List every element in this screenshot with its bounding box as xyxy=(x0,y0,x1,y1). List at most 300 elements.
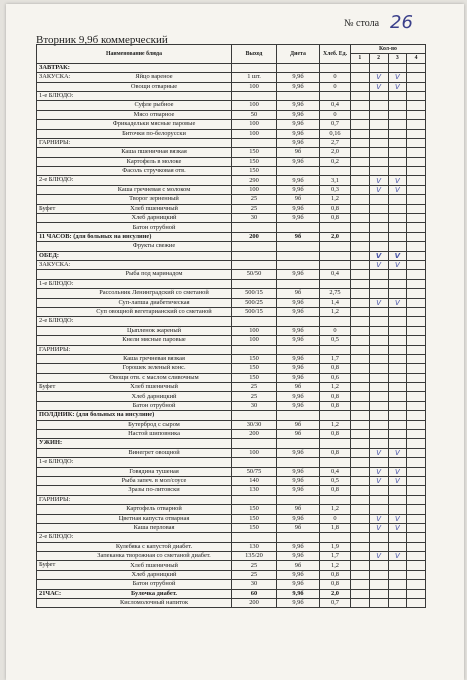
count-cell-3[interactable] xyxy=(388,279,407,288)
bread-units-cell: 0,16 xyxy=(320,129,351,138)
count-cell-3[interactable] xyxy=(388,411,407,420)
count-cell-4[interactable] xyxy=(407,307,426,316)
dish-name: Цветная капуста отварная xyxy=(118,514,190,522)
count-cell-2[interactable] xyxy=(369,204,388,213)
count-cell-1[interactable] xyxy=(351,542,370,551)
count-cell-4[interactable] xyxy=(407,364,426,373)
count-cell-4[interactable] xyxy=(407,411,426,420)
meal-label: 2-е БЛЮДО: xyxy=(39,176,74,184)
count-cell-1[interactable] xyxy=(351,91,370,100)
count-cell-1[interactable] xyxy=(351,533,370,542)
count-cell-4[interactable] xyxy=(407,523,426,532)
bread-units-cell xyxy=(320,251,351,260)
count-cell-3[interactable] xyxy=(388,589,407,598)
menu-row xyxy=(37,411,426,420)
count-cell-2[interactable]: V xyxy=(369,82,388,91)
diet-cell xyxy=(277,458,320,467)
count-cell-2[interactable]: V xyxy=(369,251,388,260)
diet-cell: 9,9б xyxy=(277,392,320,401)
count-cell-2[interactable] xyxy=(369,138,388,147)
count-cell-1[interactable] xyxy=(351,195,370,204)
count-cell-3[interactable] xyxy=(388,101,407,110)
menu-row-name-cell xyxy=(37,561,232,570)
count-cell-4[interactable] xyxy=(407,392,426,401)
bread-units-cell: 0 xyxy=(320,110,351,119)
count-cell-3[interactable] xyxy=(388,458,407,467)
count-cell-4[interactable] xyxy=(407,82,426,91)
count-cell-3[interactable] xyxy=(388,270,407,279)
count-cell-1[interactable] xyxy=(351,411,370,420)
count-cell-2[interactable] xyxy=(369,289,388,298)
count-cell-2[interactable] xyxy=(369,486,388,495)
count-cell-2[interactable] xyxy=(369,326,388,335)
count-cell-3[interactable] xyxy=(388,533,407,542)
bread-units-cell: 0,7 xyxy=(320,599,351,608)
count-cell-3[interactable] xyxy=(388,214,407,223)
dish-name: Творог зерненный xyxy=(129,195,179,203)
count-cell-3[interactable] xyxy=(388,505,407,514)
menu-row-name-cell xyxy=(37,326,232,335)
count-cell-1[interactable] xyxy=(351,317,370,326)
count-cell-1[interactable] xyxy=(351,270,370,279)
count-cell-2[interactable] xyxy=(369,223,388,232)
count-cell-3[interactable] xyxy=(388,148,407,157)
count-cell-2[interactable] xyxy=(369,167,388,176)
count-cell-4[interactable] xyxy=(407,138,426,147)
count-cell-2[interactable] xyxy=(369,561,388,570)
output-cell: 130 xyxy=(232,542,277,551)
count-cell-2[interactable]: V xyxy=(369,514,388,523)
count-cell-2[interactable] xyxy=(369,101,388,110)
count-cell-2[interactable]: V xyxy=(369,467,388,476)
count-cell-3[interactable] xyxy=(388,486,407,495)
count-cell-1[interactable] xyxy=(351,298,370,307)
count-cell-3[interactable] xyxy=(388,401,407,410)
count-cell-4[interactable] xyxy=(407,251,426,260)
count-cell-2[interactable] xyxy=(369,270,388,279)
count-cell-2[interactable] xyxy=(369,336,388,345)
count-cell-4[interactable] xyxy=(407,176,426,185)
count-cell-3[interactable] xyxy=(388,420,407,429)
count-cell-3[interactable]: V xyxy=(388,467,407,476)
count-cell-3[interactable] xyxy=(388,110,407,119)
count-cell-2[interactable] xyxy=(369,505,388,514)
count-cell-2[interactable] xyxy=(369,307,388,316)
count-cell-3[interactable] xyxy=(388,326,407,335)
count-cell-4[interactable] xyxy=(407,533,426,542)
count-cell-4[interactable] xyxy=(407,289,426,298)
count-cell-2[interactable]: V xyxy=(369,523,388,532)
count-cell-4[interactable] xyxy=(407,326,426,335)
count-cell-4[interactable] xyxy=(407,561,426,570)
count-cell-2[interactable] xyxy=(369,383,388,392)
count-cell-3[interactable] xyxy=(388,63,407,72)
count-cell-3[interactable]: V xyxy=(388,476,407,485)
count-cell-3[interactable] xyxy=(388,392,407,401)
count-cell-2[interactable] xyxy=(369,317,388,326)
count-cell-1[interactable] xyxy=(351,580,370,589)
count-cell-1[interactable] xyxy=(351,110,370,119)
count-cell-4[interactable] xyxy=(407,317,426,326)
output-cell: 25 xyxy=(232,195,277,204)
count-cell-4[interactable] xyxy=(407,157,426,166)
count-cell-3[interactable]: V xyxy=(388,552,407,561)
count-cell-1[interactable] xyxy=(351,430,370,439)
count-cell-1[interactable] xyxy=(351,63,370,72)
count-cell-2[interactable] xyxy=(369,129,388,138)
count-cell-1[interactable] xyxy=(351,467,370,476)
count-cell-2[interactable] xyxy=(369,214,388,223)
count-cell-2[interactable] xyxy=(369,533,388,542)
count-cell-1[interactable] xyxy=(351,167,370,176)
count-cell-4[interactable] xyxy=(407,185,426,194)
diet-cell: 9б xyxy=(277,430,320,439)
count-cell-2[interactable] xyxy=(369,148,388,157)
count-cell-4[interactable] xyxy=(407,430,426,439)
count-cell-4[interactable] xyxy=(407,91,426,100)
count-cell-1[interactable] xyxy=(351,336,370,345)
count-cell-2[interactable] xyxy=(369,242,388,251)
count-cell-1[interactable] xyxy=(351,439,370,448)
count-cell-2[interactable] xyxy=(369,195,388,204)
diet-cell: 9,9б xyxy=(277,129,320,138)
diet-cell: 9,9б xyxy=(277,82,320,91)
count-cell-4[interactable] xyxy=(407,63,426,72)
count-cell-2[interactable] xyxy=(369,411,388,420)
output-cell: 100 xyxy=(232,185,277,194)
count-cell-2[interactable] xyxy=(369,420,388,429)
count-cell-2[interactable] xyxy=(369,279,388,288)
count-cell-4[interactable] xyxy=(407,167,426,176)
output-cell: 500/15 xyxy=(232,289,277,298)
dish-name: Суфле рыбное xyxy=(134,101,174,109)
count-cell-4[interactable] xyxy=(407,232,426,241)
count-cell-1[interactable] xyxy=(351,401,370,410)
count-cell-1[interactable] xyxy=(351,279,370,288)
bread-units-cell: 0,4 xyxy=(320,270,351,279)
count-cell-2[interactable] xyxy=(369,157,388,166)
menu-row-name-cell xyxy=(37,298,232,307)
count-cell-4[interactable] xyxy=(407,448,426,457)
count-cell-1[interactable] xyxy=(351,570,370,579)
count-cell-3[interactable]: V xyxy=(388,176,407,185)
count-cell-4[interactable] xyxy=(407,467,426,476)
count-cell-3[interactable] xyxy=(388,373,407,382)
count-cell-3[interactable] xyxy=(388,495,407,504)
count-cell-4[interactable] xyxy=(407,204,426,213)
count-cell-4[interactable] xyxy=(407,514,426,523)
count-cell-1[interactable] xyxy=(351,589,370,598)
count-cell-3[interactable]: V xyxy=(388,251,407,260)
count-cell-1[interactable] xyxy=(351,448,370,457)
count-cell-1[interactable] xyxy=(351,101,370,110)
count-cell-3[interactable] xyxy=(388,204,407,213)
count-cell-4[interactable] xyxy=(407,542,426,551)
dish-name: Каша гречневая с молоком xyxy=(117,185,191,193)
count-cell-4[interactable] xyxy=(407,73,426,82)
count-cell-2[interactable] xyxy=(369,373,388,382)
count-cell-4[interactable] xyxy=(407,589,426,598)
count-cell-3[interactable]: V xyxy=(388,82,407,91)
diet-cell: 9,9б xyxy=(277,120,320,129)
count-cell-4[interactable] xyxy=(407,101,426,110)
menu-row xyxy=(37,289,426,298)
count-cell-2[interactable] xyxy=(369,589,388,598)
dish-name: Картофель в молоке xyxy=(126,157,182,165)
count-cell-1[interactable] xyxy=(351,204,370,213)
count-cell-4[interactable] xyxy=(407,279,426,288)
count-cell-3[interactable] xyxy=(388,570,407,579)
count-cell-2[interactable] xyxy=(369,91,388,100)
count-cell-1[interactable] xyxy=(351,120,370,129)
count-cell-4[interactable] xyxy=(407,298,426,307)
count-cell-4[interactable] xyxy=(407,373,426,382)
count-cell-1[interactable] xyxy=(351,232,370,241)
count-cell-3[interactable]: V xyxy=(388,523,407,532)
menu-row-name-cell xyxy=(37,91,232,100)
count-cell-3[interactable] xyxy=(388,430,407,439)
count-cell-2[interactable] xyxy=(369,354,388,363)
meal-label: Буфет xyxy=(39,204,56,212)
count-cell-3[interactable] xyxy=(388,599,407,608)
count-cell-4[interactable] xyxy=(407,599,426,608)
count-cell-4[interactable] xyxy=(407,495,426,504)
count-cell-4[interactable] xyxy=(407,383,426,392)
count-cell-3[interactable] xyxy=(388,157,407,166)
count-cell-3[interactable] xyxy=(388,364,407,373)
menu-row-name-cell xyxy=(37,232,232,241)
diet-cell: 9б xyxy=(277,148,320,157)
count-cell-1[interactable] xyxy=(351,392,370,401)
count-cell-3[interactable] xyxy=(388,91,407,100)
dish-name: Суп овощной вегетарианский со сметаной xyxy=(96,308,212,316)
diet-cell: 9,9б xyxy=(277,110,320,119)
count-cell-2[interactable]: V xyxy=(369,185,388,194)
count-cell-4[interactable] xyxy=(407,354,426,363)
count-cell-4[interactable] xyxy=(407,129,426,138)
count-cell-4[interactable] xyxy=(407,486,426,495)
count-cell-3[interactable] xyxy=(388,580,407,589)
count-cell-2[interactable] xyxy=(369,392,388,401)
count-cell-4[interactable] xyxy=(407,120,426,129)
count-cell-2[interactable] xyxy=(369,580,388,589)
count-cell-3[interactable] xyxy=(388,195,407,204)
count-cell-1[interactable] xyxy=(351,552,370,561)
count-cell-3[interactable] xyxy=(388,129,407,138)
count-cell-1[interactable] xyxy=(351,214,370,223)
count-cell-1[interactable] xyxy=(351,486,370,495)
count-cell-2[interactable] xyxy=(369,570,388,579)
count-cell-4[interactable] xyxy=(407,505,426,514)
count-cell-1[interactable] xyxy=(351,260,370,269)
count-cell-3[interactable]: V xyxy=(388,73,407,82)
diet-cell: 9,9б xyxy=(277,270,320,279)
count-cell-1[interactable] xyxy=(351,599,370,608)
bread-units-cell: 1,8 xyxy=(320,523,351,532)
count-cell-3[interactable] xyxy=(388,383,407,392)
menu-row-name-cell xyxy=(37,307,232,316)
count-cell-2[interactable] xyxy=(369,439,388,448)
diet-cell: 9,9б xyxy=(277,514,320,523)
count-cell-4[interactable] xyxy=(407,401,426,410)
dish-name: Настой шиповника xyxy=(128,430,180,438)
count-cell-1[interactable] xyxy=(351,73,370,82)
count-cell-3[interactable] xyxy=(388,345,407,354)
diet-cell xyxy=(277,345,320,354)
output-cell: 30 xyxy=(232,401,277,410)
bread-units-cell: 2,0 xyxy=(320,148,351,157)
count-cell-3[interactable] xyxy=(388,138,407,147)
count-cell-2[interactable]: V xyxy=(369,73,388,82)
count-cell-1[interactable] xyxy=(351,383,370,392)
count-cell-2[interactable] xyxy=(369,63,388,72)
count-cell-1[interactable] xyxy=(351,157,370,166)
output-cell: 130 xyxy=(232,486,277,495)
meal-label: 21ЧАС: xyxy=(39,589,62,597)
count-cell-1[interactable] xyxy=(351,505,370,514)
count-cell-2[interactable]: V xyxy=(369,260,388,269)
output-cell: 150 xyxy=(232,148,277,157)
count-cell-3[interactable] xyxy=(388,120,407,129)
meal-label: ЗАКУСКА: xyxy=(39,73,71,81)
count-cell-4[interactable] xyxy=(407,195,426,204)
count-cell-4[interactable] xyxy=(407,260,426,269)
count-cell-4[interactable] xyxy=(407,345,426,354)
dish-name: Фасоль стручковая отв. xyxy=(122,167,186,175)
count-cell-1[interactable] xyxy=(351,82,370,91)
count-cell-2[interactable] xyxy=(369,599,388,608)
diet-cell: 9,9б xyxy=(277,373,320,382)
bread-units-cell xyxy=(320,458,351,467)
output-cell: 50/50 xyxy=(232,270,277,279)
count-cell-3[interactable]: V xyxy=(388,448,407,457)
count-cell-3[interactable]: V xyxy=(388,298,407,307)
bread-units-cell: 0,8 xyxy=(320,570,351,579)
count-cell-3[interactable]: V xyxy=(388,514,407,523)
count-cell-1[interactable] xyxy=(351,129,370,138)
count-cell-2[interactable] xyxy=(369,542,388,551)
count-cell-2[interactable]: V xyxy=(369,448,388,457)
count-cell-2[interactable]: V xyxy=(369,298,388,307)
count-cell-4[interactable] xyxy=(407,476,426,485)
count-cell-2[interactable] xyxy=(369,232,388,241)
count-cell-1[interactable] xyxy=(351,223,370,232)
menu-row xyxy=(37,73,426,82)
count-cell-1[interactable] xyxy=(351,458,370,467)
diet-cell xyxy=(277,439,320,448)
menu-row-name-cell xyxy=(37,552,232,561)
count-cell-2[interactable]: V xyxy=(369,176,388,185)
col-bread: Хлеб. Ед. xyxy=(320,45,351,64)
count-cell-4[interactable] xyxy=(407,458,426,467)
count-cell-2[interactable] xyxy=(369,120,388,129)
count-cell-2[interactable] xyxy=(369,110,388,119)
count-cell-3[interactable] xyxy=(388,439,407,448)
bread-units-cell: 0,5 xyxy=(320,476,351,485)
count-cell-3[interactable] xyxy=(388,232,407,241)
count-cell-3[interactable] xyxy=(388,242,407,251)
count-cell-1[interactable] xyxy=(351,420,370,429)
count-cell-4[interactable] xyxy=(407,242,426,251)
count-cell-1[interactable] xyxy=(351,289,370,298)
count-cell-1[interactable] xyxy=(351,345,370,354)
count-cell-1[interactable] xyxy=(351,354,370,363)
count-cell-3[interactable] xyxy=(388,317,407,326)
count-cell-1[interactable] xyxy=(351,307,370,316)
meal-label: ПОЛДНИК: (для больных на инсулине) xyxy=(39,411,155,419)
count-cell-3[interactable] xyxy=(388,167,407,176)
count-cell-2[interactable]: V xyxy=(369,476,388,485)
bread-units-cell xyxy=(320,167,351,176)
count-cell-4[interactable] xyxy=(407,570,426,579)
output-cell: 500/15 xyxy=(232,307,277,316)
count-cell-4[interactable] xyxy=(407,270,426,279)
count-cell-3[interactable] xyxy=(388,354,407,363)
count-cell-3[interactable] xyxy=(388,223,407,232)
count-cell-1[interactable] xyxy=(351,561,370,570)
count-cell-1[interactable] xyxy=(351,138,370,147)
count-cell-2[interactable]: V xyxy=(369,552,388,561)
count-cell-3[interactable]: V xyxy=(388,260,407,269)
count-cell-3[interactable] xyxy=(388,307,407,316)
bread-units-cell: 0,4 xyxy=(320,101,351,110)
count-cell-1[interactable] xyxy=(351,476,370,485)
count-cell-4[interactable] xyxy=(407,336,426,345)
menu-row-name-cell xyxy=(37,542,232,551)
count-cell-1[interactable] xyxy=(351,242,370,251)
count-cell-1[interactable] xyxy=(351,176,370,185)
count-cell-2[interactable] xyxy=(369,401,388,410)
count-cell-1[interactable] xyxy=(351,251,370,260)
count-cell-1[interactable] xyxy=(351,373,370,382)
bread-units-cell: 0,8 xyxy=(320,401,351,410)
menu-row-name-cell xyxy=(37,589,232,598)
col-output: Выход xyxy=(232,45,277,64)
count-cell-2[interactable] xyxy=(369,364,388,373)
bread-units-cell: 2,0 xyxy=(320,589,351,598)
count-cell-1[interactable] xyxy=(351,185,370,194)
diet-cell xyxy=(277,260,320,269)
count-cell-2[interactable] xyxy=(369,495,388,504)
menu-row xyxy=(37,223,426,232)
count-cell-4[interactable] xyxy=(407,420,426,429)
count-cell-1[interactable] xyxy=(351,495,370,504)
menu-row-name-cell xyxy=(37,82,232,91)
count-cell-2[interactable] xyxy=(369,345,388,354)
count-cell-1[interactable] xyxy=(351,148,370,157)
menu-row xyxy=(37,345,426,354)
count-cell-1[interactable] xyxy=(351,326,370,335)
count-cell-4[interactable] xyxy=(407,214,426,223)
count-cell-4[interactable] xyxy=(407,223,426,232)
count-cell-3[interactable] xyxy=(388,542,407,551)
count-cell-4[interactable] xyxy=(407,110,426,119)
count-cell-4[interactable] xyxy=(407,148,426,157)
count-cell-4[interactable] xyxy=(407,439,426,448)
count-cell-4[interactable] xyxy=(407,580,426,589)
count-cell-1[interactable] xyxy=(351,523,370,532)
count-cell-3[interactable] xyxy=(388,336,407,345)
count-cell-1[interactable] xyxy=(351,514,370,523)
count-cell-3[interactable] xyxy=(388,289,407,298)
count-cell-2[interactable] xyxy=(369,458,388,467)
menu-row xyxy=(37,514,426,523)
count-cell-3[interactable]: V xyxy=(388,185,407,194)
count-cell-2[interactable] xyxy=(369,430,388,439)
count-cell-1[interactable] xyxy=(351,364,370,373)
count-cell-3[interactable] xyxy=(388,561,407,570)
count-cell-4[interactable] xyxy=(407,552,426,561)
